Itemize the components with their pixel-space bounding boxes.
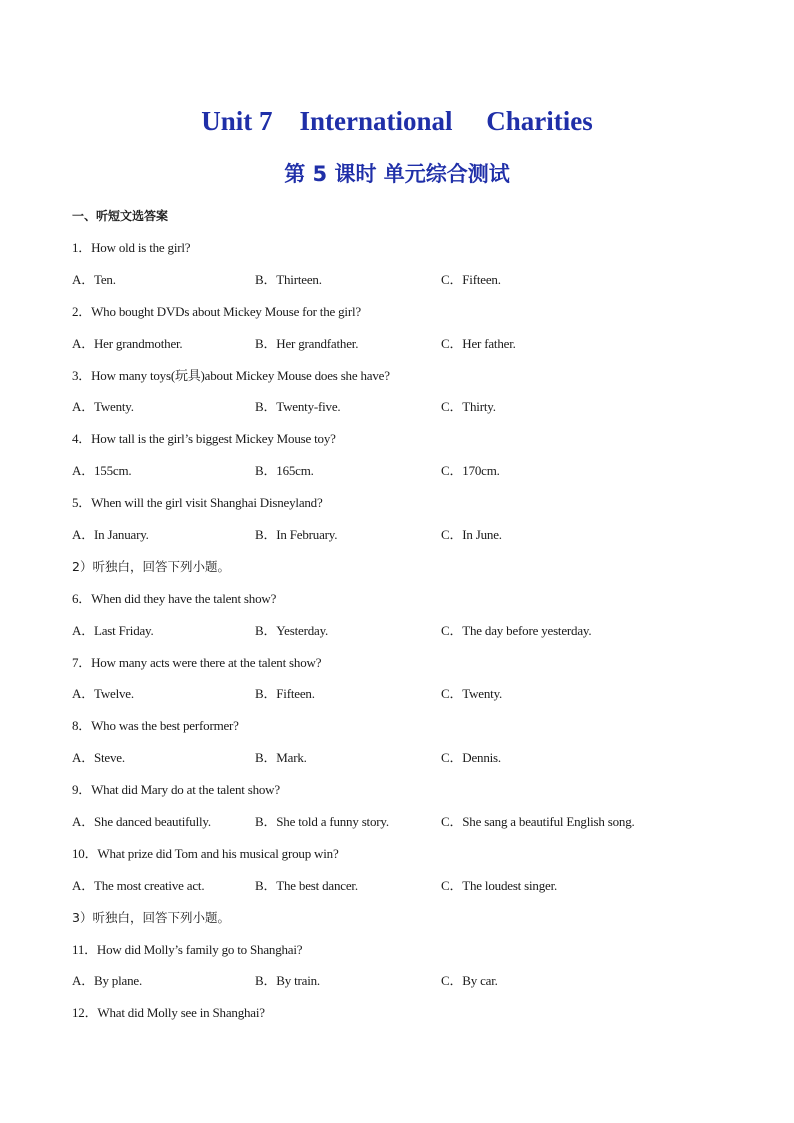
page-subtitle: 第 5 课时 单元综合测试 [284,162,510,186]
answer-options-row [72,397,732,429]
answer-options-row [72,461,732,493]
answer-option-c: C．Thirty. [441,399,496,415]
answer-option-b: B．By train. [255,973,320,989]
question-label: 12．What did Molly see in Shanghai? [72,1005,265,1021]
answer-option-b: B．She told a funny story. [255,814,389,830]
question-label: 4．How tall is the girl’s biggest Mickey Mouse toy? [72,431,336,447]
part-instruction-text: 3）听独白，回答下列小题。 [72,909,230,925]
answer-options-row [72,971,732,1003]
question-label: 5．When will the girl visit Shanghai Disneyland? [72,495,323,511]
answer-option-a: A．Twenty. [72,399,134,415]
question-label: 6．When did they have the talent show? [72,590,277,606]
question-label: 10．What prize did Tom and his musical group win? [72,845,339,861]
answer-option-a: A．155cm. [72,463,132,479]
answer-options-row [72,812,732,844]
question-text [72,366,732,398]
answer-options-row [72,525,732,557]
answer-option-c: C．She sang a beautiful English song. [441,814,635,830]
question-label: 2．Who bought DVDs about Mickey Mouse for the girl? [72,303,361,319]
answer-options-row [72,334,732,366]
answer-option-a: A．In January. [72,527,149,543]
answer-option-c: C．Dennis. [441,750,501,766]
answer-option-c: C．The loudest singer. [441,877,558,893]
answer-option-b: B．Twenty-five. [255,399,341,415]
answer-option-c: C．In June. [441,527,502,543]
answer-option-c: C．Her father. [441,335,516,351]
question-list [72,238,732,1035]
answer-option-a: A．Her grandmother. [72,335,183,351]
answer-option-b: B．In February. [255,527,338,543]
question-text [72,302,732,334]
section-heading: 一、听短文选答案 [72,209,169,223]
answer-option-c: C．By car. [441,973,498,989]
answer-option-a: A．Ten. [72,271,116,287]
page-title: Unit 7 International Charities [201,106,593,136]
question-text [72,716,732,748]
question-text [72,780,732,812]
question-text [72,589,732,621]
part-instruction [72,908,732,940]
answer-option-c: C．170cm. [441,463,500,479]
answer-option-b: B．Her grandfather. [255,335,359,351]
answer-options-row [72,876,732,908]
answer-option-a: A．She danced beautifully. [72,814,211,830]
answer-option-b: B．Mark. [255,750,307,766]
question-label: 9．What did Mary do at the talent show? [72,782,280,798]
question-text [72,940,732,972]
question-label: 1．How old is the girl? [72,240,191,255]
answer-option-b: B．The best dancer. [255,877,358,893]
question-label: 11．How did Molly’s family go to Shanghai? [72,941,303,957]
answer-option-a: A．Steve. [72,750,125,766]
question-text [72,238,732,270]
answer-option-c: C．Twenty. [441,686,503,702]
answer-option-b: B．Yesterday. [255,622,329,638]
answer-options-row [72,684,732,716]
answer-options-row [72,621,732,653]
answer-option-c: C．The day before yesterday. [441,622,592,638]
question-label: 7．How many acts were there at the talent show? [72,654,322,670]
answer-option-c: C．Fifteen. [441,271,501,287]
question-text [72,844,732,876]
answer-option-b: B．165cm. [255,463,314,479]
question-text [72,493,732,525]
part-instruction [72,557,732,589]
answer-option-b: B．Thirteen. [255,271,322,287]
answer-option-a: A．By plane. [72,973,143,989]
question-label: 3．How many toys(玩具)about Mickey Mouse does she have? [72,367,390,383]
part-instruction-text: 2）听独白，回答下列小题。 [72,558,230,574]
question-text [72,653,732,685]
answer-options-row [72,270,732,302]
answer-options-row [72,748,732,780]
question-text [72,1003,732,1035]
answer-option-a: A．Last Friday. [72,622,154,638]
answer-option-a: A．Twelve. [72,686,134,702]
answer-option-b: B．Fifteen. [255,686,315,702]
answer-option-a: A．The most creative act. [72,877,205,893]
question-label: 8．Who was the best performer? [72,718,239,734]
question-text [72,429,732,461]
